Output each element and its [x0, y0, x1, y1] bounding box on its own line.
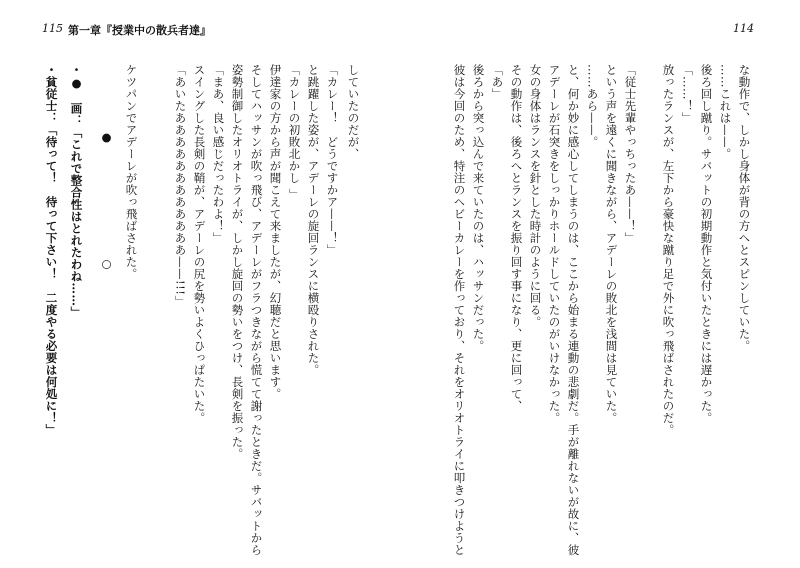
text-line: その動作は、後ろへとランスを振り回す事になり、更に回って、 [509, 64, 524, 412]
text-line: ケツパンでアデーレが吹っ飛ばされた。 [124, 64, 139, 280]
text-line: 放ったランスが、左下から豪快な蹴り足で外に吹っ飛ばされたのだ。 [661, 64, 676, 436]
text-line: 伊達家の方から声が聞こえて来ましたが、幻聴だと思います。 [268, 64, 283, 400]
text-line: スイングした長剣の鞘が、アデーレの尻を勢いよくひっぱたいた。 [192, 64, 207, 424]
text-line: ・● 画：「これで整合性はとれたわね……」 [69, 64, 84, 319]
right-page [400, 0, 800, 568]
text-line: と跳躍した姿が、アデーレの旋回ランスに横殴りされた。 [306, 64, 321, 376]
text-line: そしてハッサンが吹っ飛び、アデーレがフラつきながら慌てて謝ったときだ。サバットから [249, 64, 264, 556]
text-line: 彼は今回のため、特注のヘビーカレーを作っており、それをオリオトライに叩きつけようと [452, 64, 467, 556]
text-line: 女の身体はランスを針とした時計のように回る。 [528, 64, 543, 328]
text-line: 「……！」 [680, 64, 695, 124]
text-line: 「カレー！ どうですかア——！」 [325, 64, 340, 256]
text-line: ・貧従士：「待って！ 待って下さい！ 二度やる必要は何処に！」 [44, 64, 59, 436]
text-line: な動作で、しかし身体が背の方へとスピンしていた。 [737, 64, 752, 352]
text-line: 後ろ回し蹴り。サバットの初期動作と気付いたときには遅かった。 [699, 64, 714, 424]
text-line: 「あ」 [490, 64, 505, 100]
text-line: 後ろから突っ込んで来ていたのは、ハッサンだった。 [471, 64, 486, 352]
running-title: 第一章『授業中の散兵者達』 [68, 24, 211, 37]
text-line: 「従士先輩やっちったあ——！」 [623, 64, 638, 244]
text-line: 姿勢制御したオリオトライが、しかし旋回の勢いをつけ、長剣を振った。 [230, 64, 245, 460]
text-line: アデーレが石突きをしっかりホールドしていたのがいけなかった。 [547, 64, 562, 424]
text-line: と、何か妙に感心してしまうのは、ここから始まる連動の悲劇だ。手が離れないが故に、彼 [566, 64, 581, 556]
text-line: 「カレーの初敗北かし 」 [287, 64, 302, 201]
text-line: ……あら——。 [585, 64, 600, 148]
page-number: 115 [42, 22, 63, 35]
text-line: していたのだが、 [346, 64, 361, 160]
text-line: ……これは——。 [718, 64, 733, 160]
text-line: 「まあ、良い感じだったわよ！」 [211, 64, 226, 244]
page-number: 114 [733, 22, 754, 35]
text-line: 「あいたああああああああああああ——!!!」 [173, 64, 188, 308]
scene-separator: ● ○ [99, 130, 114, 275]
text-line: という声を遠くに聞きながら、アデーレの敗北を浅間は見ていた。 [604, 64, 619, 424]
